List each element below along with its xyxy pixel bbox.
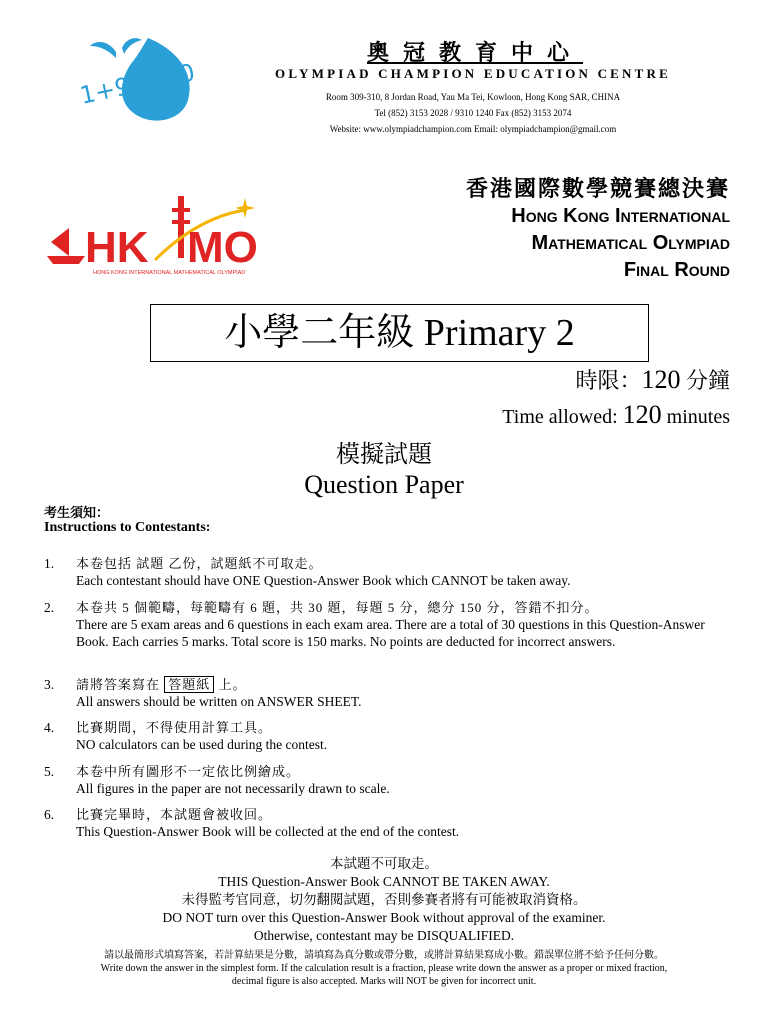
footer-notice-en-3: Otherwise, contestant may be DISQUALIFIED.	[253, 928, 515, 943]
grade-title-box: 小學二年級 Primary 2	[150, 304, 649, 362]
question-paper-title: Question Paper	[304, 470, 464, 499]
time-cn-unit: 分鐘	[685, 368, 730, 393]
instruction-item-1	[44, 555, 734, 589]
answer-format-note-en-1: Write down the answer in the simplest form. If the calculation result is a fraction, please write down the answer as a proper or mixed fraction,	[100, 963, 668, 974]
instruction-text-en: All figures in the paper are not necessarily drawn to scale.	[76, 781, 390, 796]
centre-name-cn: 奧冠教育中心	[366, 40, 583, 65]
instruction-text-cn	[76, 676, 734, 693]
footer-notice-cn-2: 未得監考官同意，切勿翻閱試題，否則參賽者將有可能被取消資格。	[181, 892, 587, 907]
instruction-text-en: Each contestant should have ONE Question-Answer Book which CANNOT be taken away.	[76, 573, 571, 588]
time-allowed-cn	[575, 364, 730, 395]
instruction-text-en: NO calculators can be used during the contest.	[76, 737, 328, 752]
time-cn-label: 時限：	[575, 368, 642, 393]
instruction-text-cn: 本卷中所有圖形不一定依比例繪成。	[76, 764, 301, 779]
logo-equation: 1+9=100	[78, 58, 198, 110]
instruction-number: 4.	[44, 720, 55, 735]
instruction-text-en: All answers should be written on ANSWER SHEET.	[76, 694, 362, 709]
time-cn-value: 120	[641, 365, 681, 394]
instruction-text-cn: 比賽期間，不得使用計算工具。	[76, 720, 273, 735]
competition-title-en-line1: Hong Kong International	[511, 205, 730, 227]
instruction-item-5	[44, 763, 734, 797]
footer-notice-en-1: THIS Question-Answer Book CANNOT BE TAKEN AWAY.	[218, 874, 550, 889]
footer-notice-en-2: DO NOT turn over this Question-Answer Book without approval of the examiner.	[162, 910, 606, 925]
instruction-text-cn: 比賽完畢時，本試題會被收回。	[76, 807, 273, 822]
instruction-text-en: There are 5 exam areas and 6 questions in each exam area. There are a total of 30 questions in this Question-Answer Book. Each carries 5 marks. Total score is 150 marks. No points are deducted for incorrect answers.	[76, 617, 705, 649]
answer-sheet-box: 答題紙	[164, 676, 214, 693]
centre-logo	[78, 30, 228, 130]
centre-website: Website: www.olympiadchampion.com Email: olympiadchampion@gmail.com	[329, 124, 617, 134]
time-en-unit: minutes	[666, 406, 730, 428]
instruction-text-cn: 本卷共 5 個範疇，每範疇有 6 題，共 30 題，每題 5 分，總分 150 分，答錯不扣分。	[76, 600, 599, 615]
svg-text:HK: HK	[85, 223, 149, 272]
instruction-item-2	[44, 599, 734, 650]
instruction-text-cn: 本卷包括 試題 乙份，試題紙不可取走。	[76, 556, 323, 571]
instruction-text-cn-pre: 請將答案寫在	[76, 677, 161, 692]
centre-phone: Tel (852) 3153 2028 / 9310 1240 Fax (852) 3153 2074	[374, 108, 572, 118]
time-en-value: 120	[622, 400, 662, 429]
footer-notice-cn-1: 本試題不可取走。	[330, 856, 438, 871]
instruction-number: 5.	[44, 764, 55, 779]
instruction-item-4	[44, 719, 734, 753]
instructions-heading-cn: 考生須知：	[44, 505, 110, 520]
hkimo-logo-subtext: HONG KONG INTERNATIONAL MATHEMATICAL OLYMPIAD	[93, 270, 246, 276]
instruction-number: 1.	[44, 556, 55, 571]
svg-text:MO: MO	[187, 223, 258, 272]
centre-address: Room 309-310, 8 Jordan Road, Yau Ma Tei, Kowloon, Hong Kong SAR, CHINA	[325, 92, 621, 102]
instruction-text-cn-post: 上。	[218, 677, 247, 692]
centre-name-en: OLYMPIAD CHAMPION EDUCATION CENTRE	[275, 66, 671, 81]
answer-format-note-cn: 請以最簡形式填寫答案，若計算結果是分數，請填寫為真分數或帶分數，或將計算結果寫成小數。錯誤單位將不給予任何分數。	[104, 950, 664, 961]
hkimo-logo	[45, 190, 300, 282]
instructions-heading-en: Instructions to Contestants:	[44, 520, 211, 535]
answer-format-note-en-2: decimal figure is also accepted. Marks will NOT be given for incorrect unit.	[231, 976, 537, 987]
competition-title-en-line3: Final Round	[623, 259, 730, 281]
time-allowed-en	[502, 400, 730, 430]
instruction-number: 6.	[44, 807, 55, 822]
time-en-label: Time allowed:	[502, 406, 618, 428]
instruction-number: 2.	[44, 600, 55, 615]
instruction-item-6	[44, 806, 734, 840]
mock-paper-title-cn: 模擬試題	[336, 442, 432, 468]
instruction-item-3	[44, 676, 734, 710]
competition-title-cn: 香港國際數學競賽總決賽	[465, 176, 730, 201]
competition-title-en-line2: Mathematical Olympiad	[531, 232, 730, 254]
instruction-number: 3.	[44, 677, 55, 692]
instruction-text-en: This Question-Answer Book will be collected at the end of the contest.	[76, 824, 460, 839]
